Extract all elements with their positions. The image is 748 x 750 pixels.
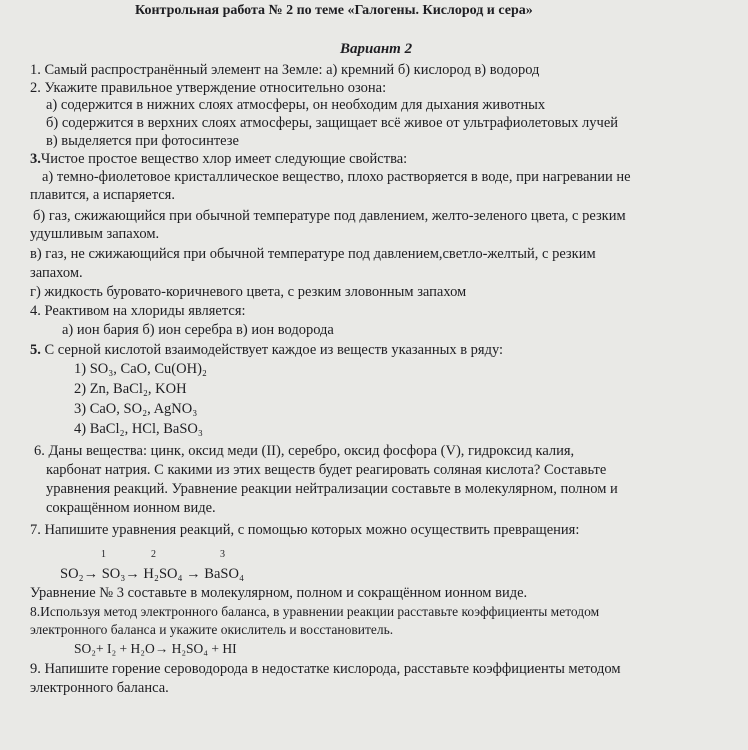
question-4: 4. Реактивом на хлориды является: [30, 303, 246, 319]
question-8-line1: 8.Используя метод электронного баланса, в уравнении реакции расставьте коэффициенты методом [30, 604, 600, 619]
step-1-label: 1 [101, 549, 106, 560]
question-7: 7. Напишите уравнения реакций, с помощью которых можно осуществить превращения: [30, 522, 580, 538]
question-3-option-d: г) жидкость буровато-коричневого цвета, с резким зловонным запахом [30, 284, 467, 300]
question-6-line2: карбонат натрия. С какими из этих веществ будет реагировать соляная кислота? Составьте [46, 462, 607, 478]
question-2: 2. Укажите правильное утверждение относительно озона: [30, 80, 387, 96]
question-5-text: С серной кислотой взаимодействует каждое из веществ указанных в ряду: [44, 342, 504, 358]
question-5-option-3: 3) CaO, SO₂, AgNO₃ [74, 401, 198, 417]
question-5 [30, 342, 503, 358]
question-5-option-1: 1) SO₃, CaO, Cu(OH)₂ [74, 361, 207, 377]
question-3-option-c-line1: в) газ, не сжижающийся при обычной температуре под давлением,светло-желтый, с резким [30, 246, 596, 262]
question-1: 1. Самый распространённый элемент на Земле: а) кремний б) кислород в) водород [30, 62, 540, 78]
question-3-option-a-line2: плавится, а испаряется. [30, 187, 175, 203]
question-2-option-a: а) содержится в нижних слоях атмосферы, он необходим для дыхания животных [46, 97, 546, 113]
question-7-note: Уравнение № 3 составьте в молекулярном, полном и сокращённом ионном виде. [30, 585, 528, 601]
question-6-line3: уравнения реакций. Уравнение реакции нейтрализации составьте в молекулярном, полном и [46, 481, 618, 497]
question-3-number: 3. [30, 151, 41, 167]
page-title: Контрольная работа № 2 по теме «Галогены. Кислород и сера» [135, 3, 533, 18]
question-3-option-b-line1: б) газ, сжижающийся при обычной температуре под давлением, желто-зеленого цвета, с резким [33, 208, 626, 224]
question-3-text: Чистое простое вещество хлор имеет следующие свойства: [40, 151, 408, 167]
question-3-option-c-line2: запахом. [30, 265, 83, 281]
question-5-number: 5. [30, 342, 41, 358]
question-2-option-b: б) содержится в верхних слоях атмосферы, защищает всё живое от ультрафиолетовых лучей [46, 115, 619, 131]
question-9-line1: 9. Напишите горение сероводорода в недостатке кислорода, расставьте коэффициенты методом [30, 661, 621, 677]
question-8-line2: электронного баланса и укажите окислитель и восстановитель. [30, 622, 394, 637]
redox-equation: SO₂+ I₂ + H₂O→ H₂SO₄ + HI [74, 641, 237, 656]
question-2-option-c: в) выделяется при фотосинтезе [46, 133, 239, 149]
step-2-label: 2 [151, 549, 156, 560]
step-3-label: 3 [220, 549, 225, 560]
question-9-line2: электронного баланса. [30, 680, 169, 696]
question-3 [30, 151, 407, 167]
question-5-option-4: 4) BaCl₂, HCl, BaSO₃ [74, 421, 203, 437]
question-3-option-a-line1: а) темно-фиолетовое кристаллическое вещество, плохо растворяется в воде, при нагревании не [42, 169, 631, 185]
question-6-line4: сокращённом ионном виде. [46, 500, 216, 516]
question-4-options: а) ион бария б) ион серебра в) ион водорода [62, 322, 334, 338]
question-5-option-2: 2) Zn, BaCl₂, KOH [74, 381, 187, 397]
question-6-line1: 6. Даны вещества: цинк, оксид меди (II), серебро, оксид фосфора (V), гидроксид калия, [34, 443, 575, 459]
variant-heading: Вариант 2 [340, 41, 413, 57]
transformation-chain: SO₂→ SO₃→ H₂SO₄ → BaSO₄ [60, 566, 244, 582]
question-3-option-b-line2: удушливым запахом. [30, 226, 160, 242]
